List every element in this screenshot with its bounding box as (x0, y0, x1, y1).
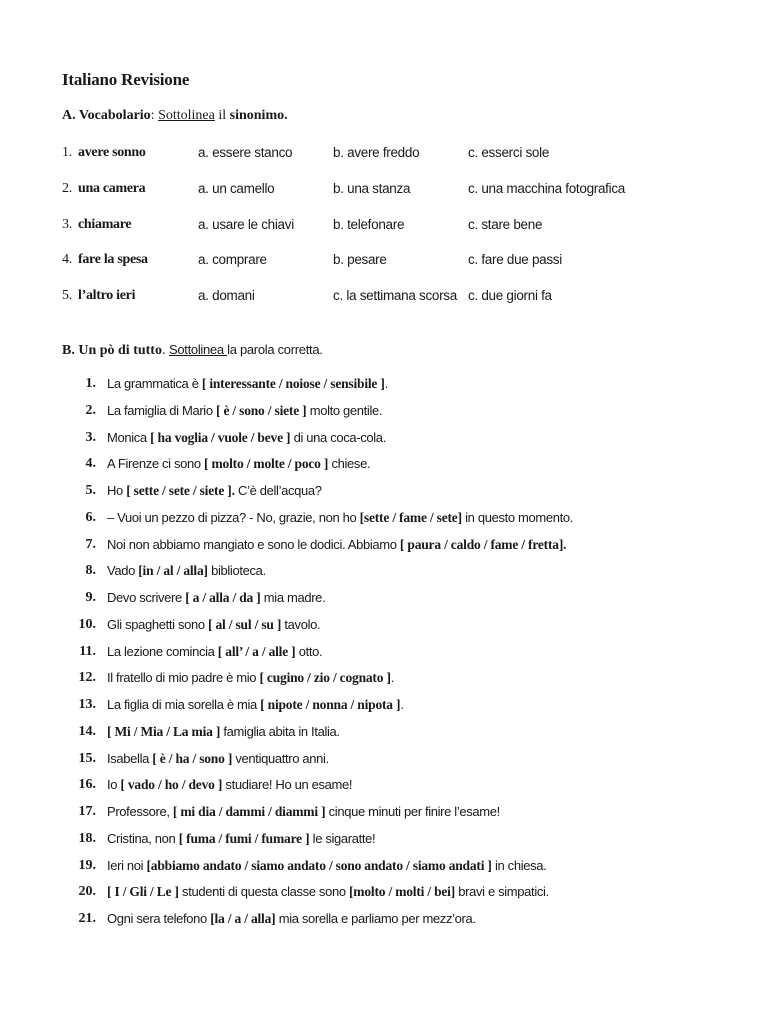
exercise-text-part: studiare! Ho un esame! (222, 777, 353, 793)
exercise-text (107, 483, 322, 499)
exercise-text (107, 510, 573, 526)
vocabulary-table (62, 145, 742, 324)
section-a-heading (62, 108, 288, 124)
exercise-number: 7. (85, 536, 96, 552)
exercise-number: 18. (78, 830, 96, 846)
exercise-options: [ vado / ho / devo ] (120, 777, 223, 793)
exercise-options: [ interessante / noiose / sensibile ] (201, 376, 385, 391)
vocab-row (62, 145, 742, 181)
exercise-options: [molto / molti / bei] (349, 884, 456, 900)
exercise-item (62, 724, 752, 751)
exercise-item (62, 831, 752, 858)
vocab-option-b: b. telefonare (333, 216, 405, 232)
exercise-text (107, 563, 266, 579)
exercise-text-part: di una coca-cola. (290, 429, 386, 445)
section-b-instruction-rest: la parola corretta. (227, 342, 323, 357)
exercise-text-part: . (400, 697, 404, 712)
vocab-option-b: b. una stanza (333, 180, 411, 196)
exercise-text-part: mia madre. (260, 590, 326, 605)
exercise-options: [abbiamo andato / siamo andato / sono andato / siamo andati ] (146, 857, 492, 873)
vocab-number: 4. (62, 252, 72, 268)
vocab-number: 5. (62, 288, 72, 303)
exercise-text (107, 644, 322, 660)
exercise-options: [ è / sono / siete ] (215, 402, 307, 418)
exercise-options: [ fuma / fumi / fumare ] (178, 830, 310, 846)
vocab-row (62, 252, 742, 288)
vocab-option-c: c. stare bene (468, 216, 543, 232)
exercise-number: 19. (78, 857, 96, 873)
exercise-text (107, 831, 375, 847)
exercise-options: [ molto / molte / poco ] (204, 456, 329, 472)
section-a-label: A. Vocabolario (62, 108, 151, 123)
exercise-options: [ I / Gli / Le ] (107, 884, 179, 900)
exercise-text (107, 617, 320, 633)
vocab-option-c: c. fare due passi (468, 252, 562, 268)
vocab-option-a: a. usare le chiavi (198, 216, 294, 232)
exercise-number: 21. (78, 911, 96, 926)
vocab-option-b: b. pesare (333, 252, 387, 268)
exercise-item (62, 590, 752, 617)
exercise-text (107, 430, 386, 446)
exercise-item (62, 456, 752, 483)
exercise-item (62, 537, 752, 564)
exercise-text (107, 777, 352, 793)
section-b-heading (62, 342, 323, 359)
exercise-number: 5. (85, 483, 96, 498)
exercise-options: [ nipote / nonna / nipota ] (260, 697, 401, 712)
exercise-item (62, 777, 752, 804)
exercise-item (62, 376, 752, 403)
exercise-text-part: Professore, (107, 804, 173, 819)
exercise-text-part: tavolo. (281, 616, 321, 632)
exercise-options: [sette / fame / sete] (359, 509, 462, 525)
exercise-number: 11. (79, 643, 96, 659)
exercise-options: [ ha voglia / vuole / beve ] (150, 429, 291, 445)
vocab-number: 1. (62, 145, 72, 160)
exercise-text-part: le sigaratte! (309, 830, 376, 846)
exercise-options: [ a / alla / da ] (185, 590, 261, 605)
exercise-item (62, 430, 752, 457)
exercise-text-part: chiese. (328, 456, 371, 472)
vocab-option-a: a. domani (198, 288, 255, 303)
exercise-text-part: in chiesa. (491, 857, 547, 873)
exercise-text (107, 537, 566, 553)
exercise-item (62, 483, 752, 510)
exercise-text-part: . (384, 376, 388, 391)
section-a-instruction-bold: sinonimo. (229, 108, 288, 123)
exercise-number: 2. (85, 402, 96, 418)
exercise-options: [ cugino / zio / cognato ] (259, 670, 391, 686)
exercise-text (107, 884, 549, 900)
exercise-text-part: in questo momento. (461, 509, 574, 525)
vocab-option-a: a. essere stanco (198, 145, 293, 160)
exercise-number: 12. (78, 670, 96, 686)
vocab-option-a: a. un camello (198, 180, 275, 196)
exercise-options: [ sette / sete / siete ]. (126, 483, 235, 498)
exercise-text-part: famiglia abita in Italia. (220, 723, 340, 739)
vocab-option-b: c. la settimana scorsa (333, 288, 457, 303)
exercise-options: [ Mi / Mia / La mia ] (107, 723, 221, 739)
exercise-item (62, 563, 752, 590)
exercise-text-part: Ho (107, 483, 127, 498)
exercise-options: [ al / sul / su ] (208, 616, 282, 632)
section-b-separator: . (161, 343, 169, 358)
exercise-item (62, 510, 752, 537)
exercise-text (107, 456, 370, 472)
exercise-text-part: Monica (107, 429, 151, 445)
section-b-instruction-underlined: Sottolinea (168, 342, 228, 357)
exercise-options: [la / a / alla] (210, 911, 276, 926)
vocab-option-c: c. una macchina fotografica (468, 180, 625, 196)
exercise-number: 10. (78, 616, 96, 632)
exercise-text (107, 697, 404, 713)
exercise-item (62, 403, 752, 430)
exercise-text-part: La figlia di mia sorella è mia (107, 697, 261, 712)
exercise-number: 8. (85, 563, 96, 579)
exercise-text (107, 590, 325, 606)
exercise-number: 9. (85, 590, 96, 605)
exercise-text-part: Devo scrivere (107, 590, 186, 605)
exercise-text-part: Ieri noi (107, 857, 147, 873)
exercise-options: [ paura / caldo / fame / fretta]. (399, 536, 567, 552)
exercise-text (107, 724, 340, 740)
exercise-text-part: ventiquattro anni. (232, 750, 329, 766)
vocab-term: l’altro ieri (78, 288, 136, 303)
vocab-row (62, 181, 742, 217)
vocab-term: fare la spesa (78, 252, 148, 268)
vocab-option-c: c. esserci sole (468, 145, 550, 160)
exercise-number: 13. (78, 697, 96, 712)
exercise-text-part: studenti di questa classe sono (178, 884, 349, 900)
exercise-number: 14. (78, 723, 96, 739)
exercise-item (62, 911, 752, 938)
exercise-number: 20. (78, 884, 96, 900)
vocab-number: 2. (62, 180, 72, 196)
vocab-term: avere sonno (78, 145, 146, 160)
exercise-number: 6. (85, 509, 96, 525)
exercise-options: [ all’ / a / alle ] (217, 643, 296, 659)
exercise-number: 16. (78, 777, 96, 793)
exercise-text-part: . (390, 670, 395, 686)
exercise-item (62, 697, 752, 724)
exercise-text-part: Io (107, 777, 121, 793)
exercise-text (107, 858, 546, 874)
exercise-options: [ è / ha / sono ] (152, 750, 233, 766)
section-b-label: B. Un pò di tutto (62, 343, 162, 358)
exercise-text-part: biblioteca. (207, 563, 266, 579)
exercise-text-part: mia sorella e parliamo per mezz’ora. (275, 911, 476, 926)
vocab-row (62, 217, 742, 253)
section-a-separator: : (150, 108, 159, 123)
exercise-text (107, 670, 394, 686)
exercise-list (62, 376, 752, 938)
exercise-text-part: Cristina, non (107, 830, 179, 846)
exercise-text-part: Il fratello di mio padre è mio (107, 670, 260, 686)
section-a-instruction-underlined: Sottolinea (158, 108, 215, 123)
exercise-text (107, 403, 382, 419)
vocab-option-a: a. comprare (198, 252, 267, 268)
vocab-row (62, 288, 742, 324)
vocab-option-b: b. avere freddo (333, 145, 420, 160)
exercise-text-part: molto gentile. (306, 402, 383, 418)
exercise-text (107, 804, 500, 820)
vocab-term: una camera (78, 180, 146, 196)
exercise-item (62, 884, 752, 911)
exercise-text-part: La grammatica è (107, 376, 202, 391)
exercise-item (62, 858, 752, 885)
exercise-text-part: cinque minuti per finire l’esame! (325, 804, 500, 819)
exercise-text-part: La famiglia di Mario (107, 402, 216, 418)
exercise-item (62, 751, 752, 778)
exercise-text (107, 911, 476, 927)
exercise-number: 17. (78, 804, 96, 819)
exercise-text (107, 751, 329, 767)
exercise-text-part: Gli spaghetti sono (107, 616, 209, 632)
exercise-text-part: A Firenze ci sono (107, 456, 205, 472)
exercise-text-part: Isabella (107, 750, 153, 766)
exercise-options: [ mi dia / dammi / diammi ] (172, 804, 326, 819)
exercise-text (107, 376, 388, 392)
section-a-instruction-mid: il (214, 108, 230, 123)
exercise-number: 15. (78, 750, 96, 766)
exercise-text-part: – Vuoi un pezzo di pizza? - No, grazie, non ho (107, 509, 360, 525)
exercise-item (62, 617, 752, 644)
exercise-number: 1. (85, 376, 96, 391)
exercise-text-part: Ogni sera telefono (107, 911, 211, 926)
exercise-text-part: C’è dell’acqua? (234, 483, 322, 498)
exercise-item (62, 644, 752, 671)
document-title: Italiano Revisione (62, 70, 190, 89)
exercise-number: 3. (85, 429, 96, 445)
vocab-option-c: c. due giorni fa (468, 288, 552, 303)
exercise-text-part: Vado (107, 563, 139, 579)
exercise-text-part: La lezione comincia (107, 643, 218, 659)
exercise-options: [in / al / alla] (138, 563, 208, 579)
vocab-number: 3. (62, 216, 72, 232)
exercise-item (62, 804, 752, 831)
vocab-term: chiamare (78, 216, 132, 232)
exercise-item (62, 670, 752, 697)
exercise-text-part: Noi non abbiamo mangiato e sono le dodici. Abbiamo (107, 536, 400, 552)
exercise-text-part: otto. (295, 643, 323, 659)
exercise-text-part: bravi e simpatici. (455, 884, 549, 900)
exercise-number: 4. (85, 456, 96, 472)
